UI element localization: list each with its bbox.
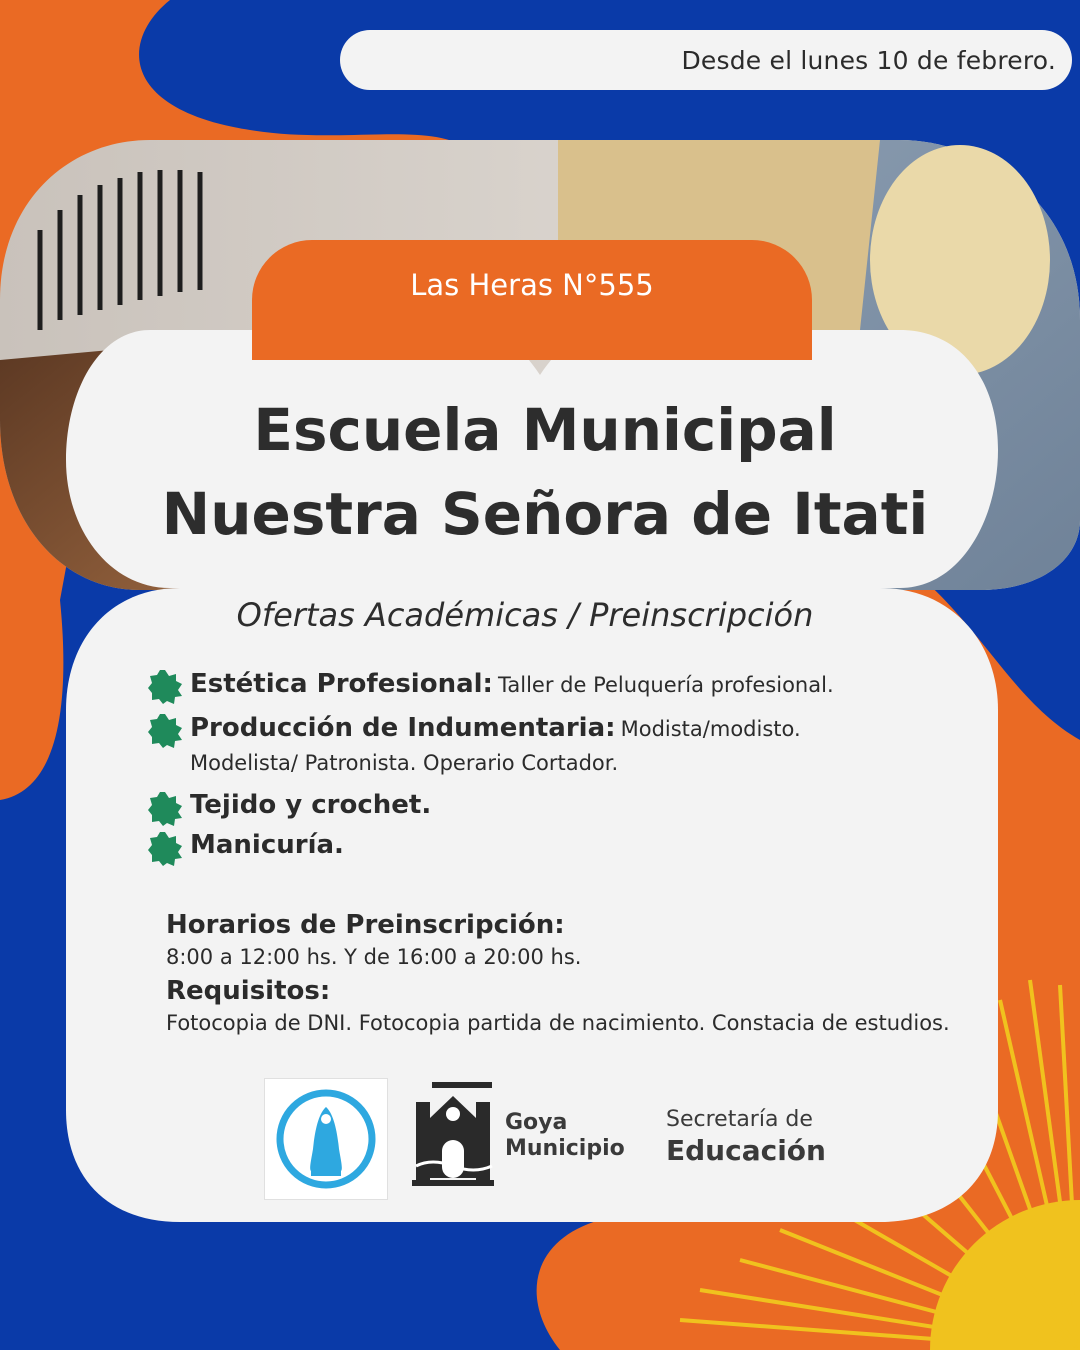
badge-star-icon (148, 832, 182, 866)
schedule-text: 8:00 a 12:00 hs. Y de 16:00 a 20:00 hs. (166, 945, 582, 969)
info-section (166, 908, 966, 1040)
list-item (148, 790, 968, 820)
secretaria-line-2: Educación (666, 1134, 826, 1167)
goya-line-2: Municipio (505, 1136, 625, 1161)
address-text: Las Heras N°555 (410, 268, 654, 302)
date-banner-text: Desde el lunes 10 de febrero. (681, 45, 1056, 75)
requirements-text: Fotocopia de DNI. Fotocopia partida de nacimiento. Constacia de estudios. (166, 1011, 950, 1035)
offer-name: Tejido y crochet. (190, 790, 432, 820)
offer-name: Estética Profesional: (190, 669, 493, 699)
goya-municipio-text (505, 1110, 625, 1162)
offer-desc: Modista/modisto. (620, 717, 801, 741)
address-tab (252, 240, 812, 360)
page-title (100, 388, 990, 556)
virgin-icon (265, 1079, 387, 1199)
title-line-2: Nuestra Señora de Itati (161, 480, 929, 548)
offers-list (148, 668, 968, 870)
goya-line-1: Goya (505, 1110, 568, 1135)
secretaria-line-1: Secretaría de (666, 1107, 813, 1132)
badge-star-icon (148, 792, 182, 826)
list-item (148, 830, 968, 860)
requirements-heading: Requisitos: (166, 976, 331, 1006)
subtitle: Ofertas Académicas / Preinscripción (236, 596, 814, 634)
title-line-1: Escuela Municipal (253, 396, 837, 464)
offer-name: Manicuría. (190, 830, 344, 860)
list-item (148, 668, 968, 702)
badge-star-icon (148, 714, 182, 748)
badge-star-icon (148, 670, 182, 704)
secretaria-logo (666, 1106, 826, 1168)
list-item (148, 712, 968, 780)
school-logo (264, 1078, 388, 1200)
offer-desc-2: Modelista/ Patronista. Operario Cortador. (190, 751, 619, 775)
date-banner (340, 30, 1072, 90)
offer-desc: Taller de Peluquería profesional. (498, 673, 834, 697)
offer-name: Producción de Indumentaria: (190, 713, 616, 743)
schedule-heading: Horarios de Preinscripción: (166, 910, 565, 940)
